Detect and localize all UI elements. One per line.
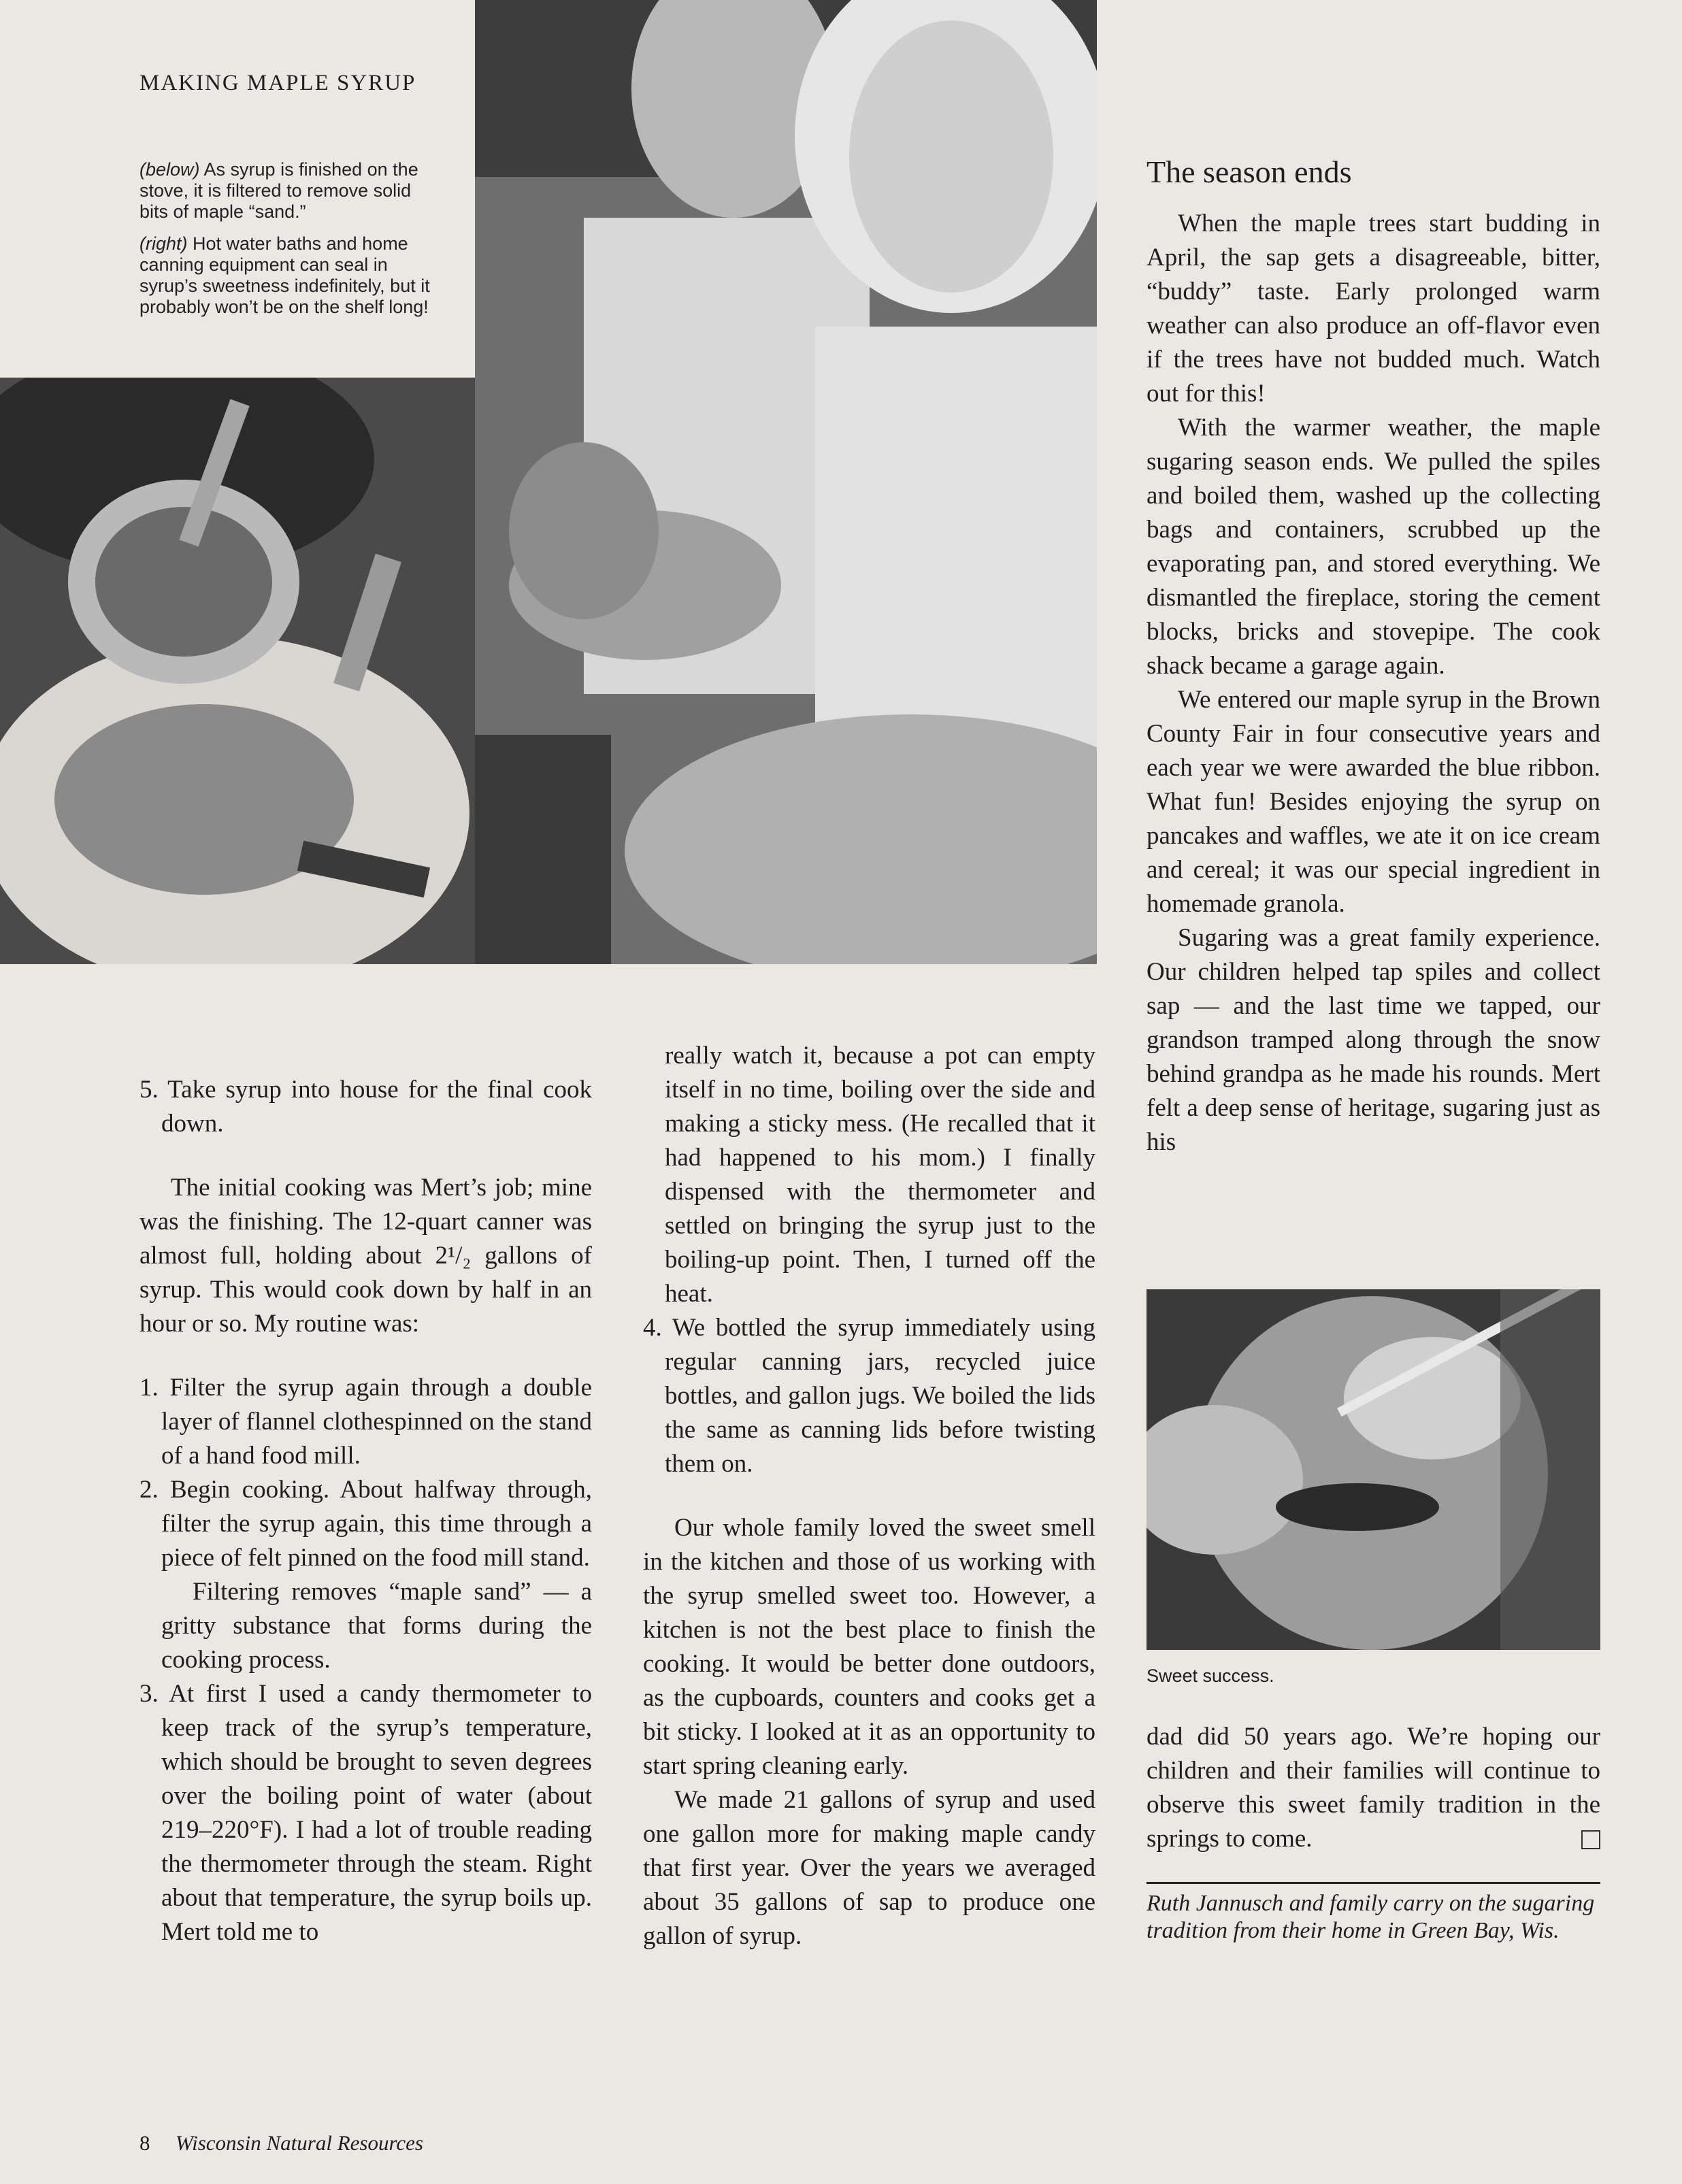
article-column-3 xyxy=(1147,155,1600,1159)
paragraph: The initial cooking was Mert’s job; mine was the finishing. The 12-quart canner was almost full, holding about 2¹/₂ gallons of syrup. This would cook down by half in an hour or so. My routine was: xyxy=(139,1174,592,1338)
photo-filtering-syrup xyxy=(0,378,475,964)
list-item-2-note: Filtering removes “maple sand” — a gritty substance that forms during the cooking process. xyxy=(161,1578,592,1674)
photo-canning-couple xyxy=(475,0,1097,964)
caption-sweet-success: Sweet success. xyxy=(1147,1666,1274,1686)
paragraph: When the maple trees start budding in April, the sap gets a disagreeable, bitter, “buddy” taste. Early prolonged warm weather can also produce an off-flavor even if the trees have not budded much. Watch out for this! xyxy=(1147,210,1600,408)
paragraph: We made 21 gallons of syrup and used one gallon more for making maple candy that first year. Over the years we averaged about 35 gallons of sap to produce one gallon of syrup. xyxy=(643,1786,1095,1950)
photo-captions xyxy=(139,159,432,329)
paragraph: With the warmer weather, the maple sugaring season ends. We pulled the spiles and boiled them, washed up the collecting bags and containers, scrubbed up the evaporating pan, and stored everything. We dismantled the fireplace, storing the cement blocks, bricks and stovepipe. The cook shack became a garage again. xyxy=(1147,414,1600,680)
caption-below: (below) As syrup is finished on the stove, it is filtered to remove solid bits of maple “sand.” xyxy=(139,159,418,222)
list-item-2: 2. Begin cooking. About halfway through, filter the syrup again, this time through a piece of felt pinned on the food mill stand. xyxy=(139,1476,592,1572)
list-item-3-continued: really watch it, because a pot can empty itself in no time, boiling over the side and making a sticky mess. (He recalled that it had happened to his mom.) I finally dispensed with the thermometer and settled on bringing the syrup just to the boiling-up point. Then, I turned off the heat. xyxy=(665,1042,1095,1308)
paragraph-final: dad did 50 years ago. We’re hoping our children and their families will continue to observe this sweet family tradition in the springs to come. xyxy=(1147,1723,1600,1853)
paragraph: Our whole family loved the sweet smell in the kitchen and those of us working with the syrup smelled sweet too. However, a kitchen is not the best place to finish the cooking. It would be better done outdoors, as the cupboards, counters and cooks get a bit sticky. I looked at it as an opportunity to start spring cleaning early. xyxy=(643,1514,1095,1780)
article-column-2 xyxy=(643,1039,1095,1953)
page-number: 8 xyxy=(139,2131,150,2155)
bio-rule xyxy=(1147,1882,1600,1884)
section-kicker: MAKING MAPLE SYRUP xyxy=(139,71,416,95)
page-footer xyxy=(139,2131,423,2155)
step-5: 5. Take syrup into house for the final cook down. xyxy=(139,1076,592,1138)
section-heading: The season ends xyxy=(1147,154,1352,189)
article-column-1 xyxy=(139,1073,592,1949)
end-mark-icon xyxy=(1581,1830,1600,1849)
caption-right: (right) Hot water baths and home canning equipment can seal in syrup’s sweetness indefinitely, but it probably won’t be on the shelf long! xyxy=(139,233,430,317)
paragraph: We entered our maple syrup in the Brown County Fair in four consecutive years and each year we were awarded the blue ribbon. What fun! Besides enjoying the syrup on pancakes and waffles, we ate it on ice cream and cereal; it was our special ingredient in homemade granola. xyxy=(1147,686,1600,918)
author-bio: Ruth Jannusch and family carry on the sugaring tradition from their home in Green Bay, Wis. xyxy=(1147,1891,1595,1943)
list-item-4: 4. We bottled the syrup immediately using regular canning jars, recycled juice bottles, and gallon jugs. We boiled the lids the same as canning lids before twisting them on. xyxy=(643,1314,1095,1478)
list-item-3: 3. At first I used a candy thermometer to keep track of the syrup’s temperature, which should be brought to seven degrees over the boiling point of water (about 219–220°F). I had a lot of trouble reading the thermometer through the steam. Right about that temperature, the syrup boils up. Mert told me to xyxy=(139,1680,592,1946)
paragraph: Sugaring was a great family experience. Our children helped tap spiles and collect sap — and the last time we tapped, our grandson tramped along through the snow behind grandpa as he made his rounds. Mert felt a deep sense of heritage, sugaring just as his xyxy=(1147,924,1600,1156)
publication-name: Wisconsin Natural Resources xyxy=(176,2131,423,2155)
list-item-1: 1. Filter the syrup again through a double layer of flannel clothespinned on the stand of a hand food mill. xyxy=(139,1374,592,1470)
article-column-3-end xyxy=(1147,1720,1600,1856)
photo-sweet-success xyxy=(1147,1289,1600,1650)
